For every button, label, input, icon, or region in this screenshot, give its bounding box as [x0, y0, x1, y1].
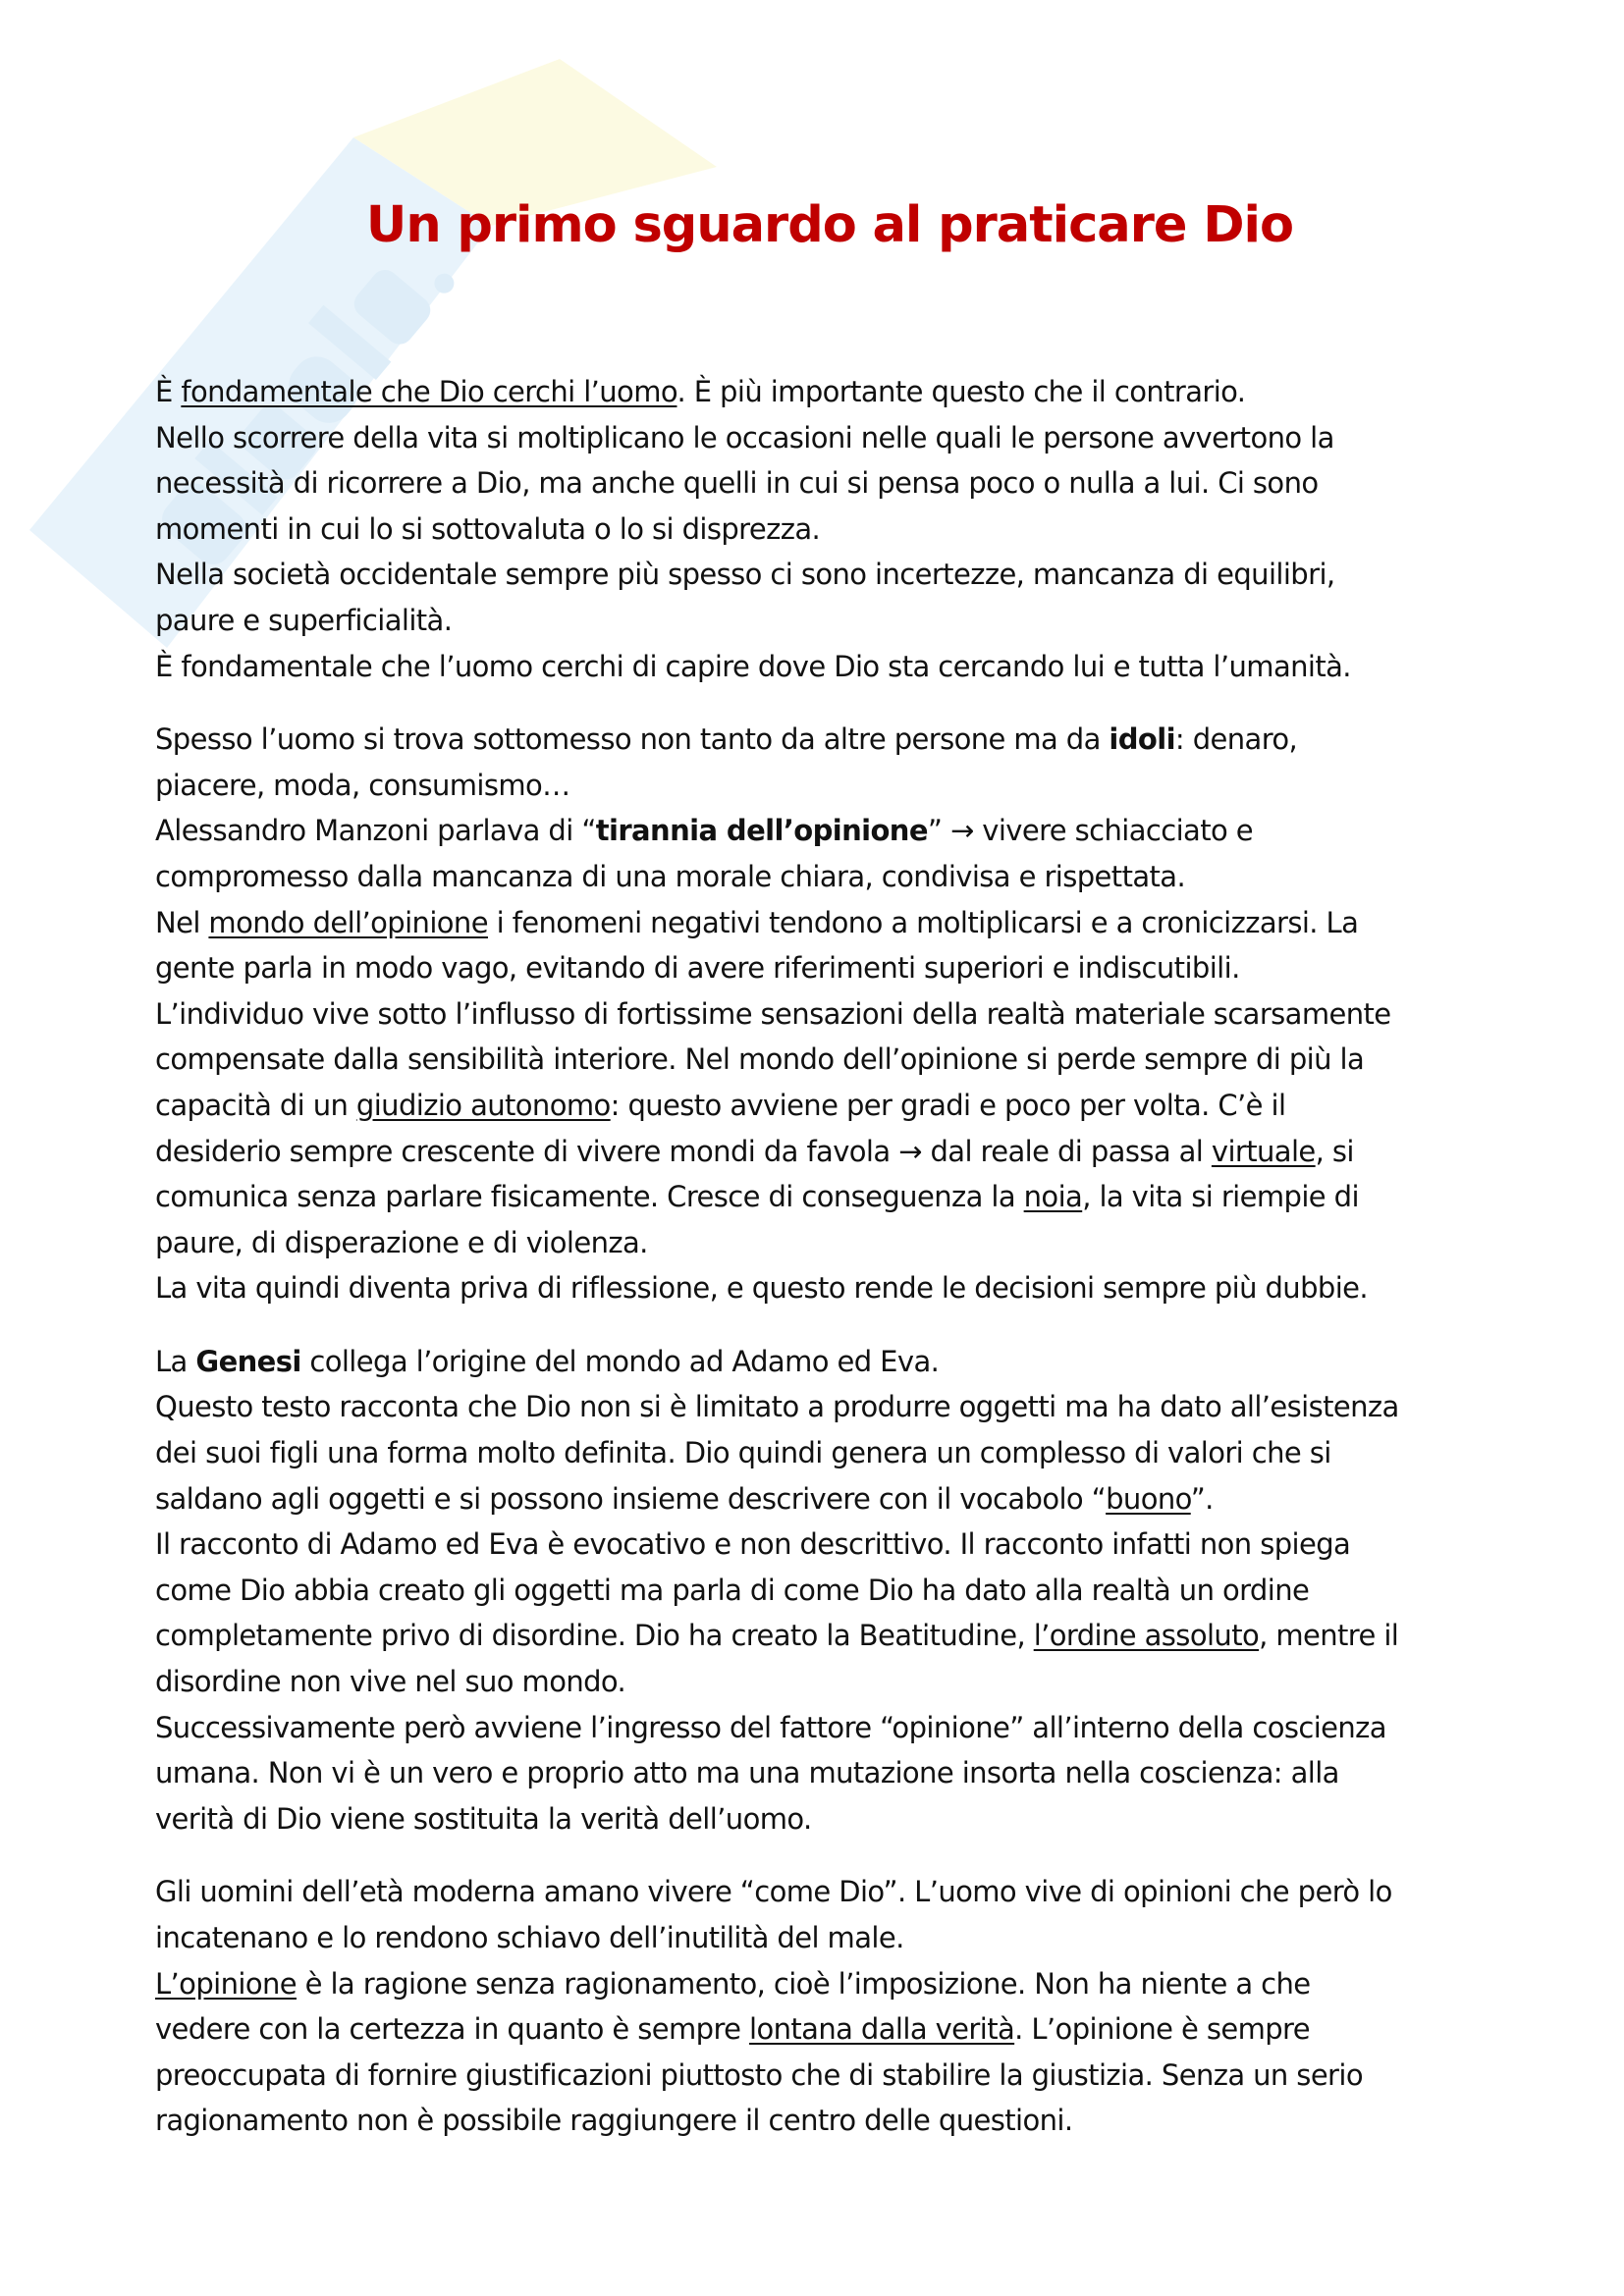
text-line	[155, 945, 1589, 991]
text-segment: è la ragione senza ragionamento, cioè l’imposizione. Non ha niente a che	[297, 1966, 1311, 2001]
text-segment: umana. Non vi è un vero e proprio atto ma una mutazione insorta nella coscienza: alla	[155, 1756, 1339, 1790]
text-segment: : denaro,	[1174, 722, 1298, 757]
text-line	[155, 1522, 1589, 1568]
text-line	[155, 1384, 1589, 1430]
text-segment: saldano agli oggetti e si possono insieme descrivere con il vocabolo “	[155, 1481, 1107, 1516]
text-line	[155, 369, 1589, 415]
underlined-text: fondamentale che Dio cerchi l’uomo	[181, 375, 677, 408]
text-segment: ”.	[1190, 1481, 1214, 1516]
text-line	[155, 717, 1589, 763]
text-segment: piacere, moda, consumismo…	[155, 768, 570, 802]
text-line	[155, 1220, 1589, 1266]
underlined-text: L’opinione	[155, 1966, 297, 2001]
text-line	[155, 415, 1589, 461]
underlined-text: l’ordine assoluto	[1033, 1619, 1260, 1653]
text-segment: Spesso l’uomo si trova sottomesso non tanto da altre persone ma da	[155, 722, 1110, 757]
paragraph	[155, 1339, 1589, 1842]
text-segment: Gli uomini dell’età moderna amano vivere “come Dio”. L’uomo vive di opinioni che però lo	[155, 1875, 1392, 1909]
text-segment: compromesso dalla mancanza di una morale chiara, condivisa e rispettata.	[155, 859, 1186, 893]
page-title: Un primo sguardo al praticare Dio	[365, 196, 1294, 254]
text-line	[155, 1961, 1589, 2007]
text-line	[155, 1568, 1589, 1614]
underlined-text: lontana dalla verità	[749, 2012, 1015, 2047]
text-segment: La	[155, 1344, 196, 1378]
text-line	[155, 507, 1589, 553]
text-segment: . L’opinione è sempre	[1014, 2012, 1310, 2047]
text-line	[155, 854, 1589, 900]
text-segment: completamente privo di disordine. Dio ha creato la Beatitudine,	[155, 1619, 1034, 1653]
text-segment: È fondamentale che l’uomo cerchi di capire dove Dio sta cercando lui e tutta l’umanità.	[155, 649, 1351, 683]
text-segment: L’individuo vive sotto l’influsso di fortissime sensazioni della realtà materiale scarsamente	[155, 996, 1391, 1031]
text-segment: Nello scorrere della vita si moltiplicano le occasioni nelle quali le persone avvertono la	[155, 420, 1334, 454]
underlined-text: giudizio autonomo	[355, 1088, 611, 1122]
text-line	[155, 763, 1589, 809]
text-segment: gente parla in modo vago, evitando di avere riferimenti superiori e indiscutibili.	[155, 951, 1240, 986]
text-segment: dei suoi figli una forma molto definita. Dio quindi genera un complesso di valori che si	[155, 1436, 1331, 1470]
text-line	[155, 1083, 1589, 1129]
text-segment: , si	[1315, 1134, 1354, 1168]
text-segment: verità di Dio viene sostituita la verità dell’uomo.	[155, 1801, 812, 1836]
text-line	[155, 1430, 1589, 1476]
text-segment: comunica senza parlare fisicamente. Cresce di conseguenza la	[155, 1180, 1024, 1214]
text-segment: , la vita si riempie di	[1082, 1180, 1359, 1214]
text-segment: momenti in cui lo si sottovaluta o lo si disprezza.	[155, 511, 821, 546]
text-line	[155, 900, 1589, 946]
text-segment: : questo avviene per gradi e poco per volta. C’è il	[610, 1088, 1286, 1122]
text-segment: ragionamento non è possibile raggiungere il centro delle questioni.	[155, 2104, 1073, 2138]
underlined-text: virtuale	[1211, 1134, 1316, 1168]
text-segment: i fenomeni negativi tendono a moltiplicarsi e a cronicizzarsi. La	[487, 905, 1359, 939]
text-segment: paure e superficialità.	[155, 603, 453, 637]
text-segment: Questo testo racconta che Dio non si è limitato a produrre oggetti ma ha dato all’esistenza	[155, 1390, 1399, 1424]
text-line	[155, 598, 1589, 644]
text-segment: collega l’origine del mondo ad Adamo ed Eva.	[300, 1344, 940, 1378]
paragraph	[155, 717, 1589, 1311]
text-line	[155, 1750, 1589, 1796]
text-line	[155, 1705, 1589, 1751]
text-segment: È	[155, 375, 182, 408]
text-segment: necessità di ricorrere a Dio, ma anche quelli in cui si pensa poco o nulla a lui. Ci sono	[155, 466, 1319, 501]
text-line	[155, 1613, 1589, 1659]
text-line	[155, 552, 1589, 598]
text-segment: , mentre il	[1259, 1619, 1399, 1653]
text-segment: come Dio abbia creato gli oggetti ma parla di come Dio ha dato alla realtà un ordine	[155, 1573, 1310, 1607]
text-segment: capacità di un	[155, 1088, 356, 1122]
text-segment: . È più importante questo che il contrario.	[677, 375, 1246, 408]
text-line	[155, 1037, 1589, 1083]
underlined-text: buono	[1106, 1481, 1191, 1516]
text-line	[155, 460, 1589, 507]
paragraph	[155, 369, 1589, 689]
text-segment: Il racconto di Adamo ed Eva è evocativo e non descrittivo. Il racconto infatti non spiega	[155, 1527, 1351, 1562]
text-line	[155, 2098, 1589, 2144]
bold-text: idoli	[1109, 722, 1175, 757]
text-segment: preoccupata di fornire giustificazioni piuttosto che di stabilire la giustizia. Senza un serio	[155, 2057, 1363, 2092]
text-line	[155, 1796, 1589, 1842]
text-segment: paure, di disperazione e di violenza.	[155, 1225, 648, 1259]
text-line	[155, 644, 1589, 690]
document-body	[155, 369, 1589, 2171]
text-line	[155, 1476, 1589, 1522]
text-line	[155, 1174, 1589, 1220]
text-segment: Nella società occidentale sempre più spesso ci sono incertezze, mancanza di equilibri,	[155, 558, 1335, 592]
text-segment: disordine non vive nel suo mondo.	[155, 1665, 626, 1699]
text-segment: Nel	[155, 905, 209, 939]
text-line	[155, 991, 1589, 1038]
text-segment: incatenano e lo rendono schiavo dell’inutilità del male.	[155, 1921, 904, 1954]
text-line	[155, 1339, 1589, 1385]
underlined-text: mondo dell’opinione	[208, 905, 488, 939]
text-segment: ” → vivere schiacciato e	[927, 814, 1253, 848]
text-segment: La vita quindi diventa priva di riflessione, e questo rende le decisioni sempre più dubbie.	[155, 1271, 1369, 1306]
text-line	[155, 1129, 1589, 1175]
text-line	[155, 1915, 1589, 1961]
text-segment: desiderio sempre crescente di vivere mondi da favola → dal reale di passa al	[155, 1134, 1212, 1168]
text-segment: Alessandro Manzoni parlava di “	[155, 814, 596, 848]
paragraph	[155, 1869, 1589, 2144]
bold-text: Genesi	[195, 1344, 301, 1378]
text-line	[155, 1265, 1589, 1311]
text-line	[155, 808, 1589, 854]
bold-text: tirannia dell’opinione	[595, 814, 928, 848]
text-line	[155, 1869, 1589, 1915]
text-line	[155, 2006, 1589, 2053]
text-segment: Successivamente però avviene l’ingresso del fattore “opinione” all’interno della coscienza	[155, 1710, 1386, 1744]
underlined-text: noia	[1023, 1180, 1083, 1214]
text-segment: compensate dalla sensibilità interiore. Nel mondo dell’opinione si perde sempre di più la	[155, 1042, 1365, 1077]
text-line	[155, 2053, 1589, 2099]
text-line	[155, 1659, 1589, 1705]
text-segment: vedere con la certezza in quanto è sempre	[155, 2012, 750, 2047]
